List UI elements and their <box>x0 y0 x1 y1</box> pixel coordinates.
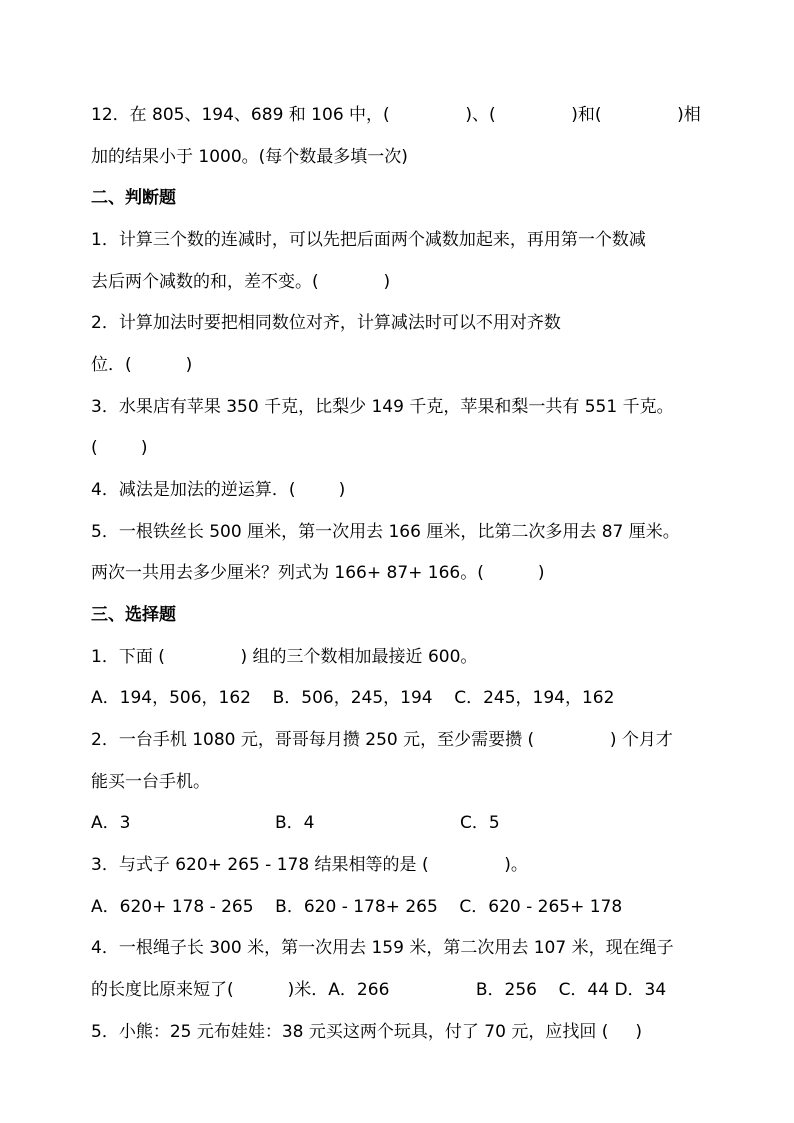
question-12-line-2: 加的结果小于 1000。(每个数最多填一次) <box>91 147 408 167</box>
choice-1-options: A．194，506，162 B．506，245，194 C．245，194，162 <box>91 688 615 708</box>
choice-2-option-a: A．3 <box>91 813 131 833</box>
choice-2-line-2: 能买一台手机。 <box>91 772 210 792</box>
choice-4-line-1: 4．一根绳子长 300 米，第一次用去 159 米，第二次用去 107 米，现在绳子 <box>91 938 674 958</box>
choice-2-option-b: B．4 <box>275 813 315 833</box>
choice-2-option-c: C．5 <box>460 813 500 833</box>
judge-5-line-2: 两次一共用去多少厘米？列式为 166+ 87+ 166。( ) <box>91 563 545 583</box>
judge-3-line-2: ( ) <box>91 438 148 458</box>
section-2-heading: 二、判断题 <box>91 188 176 208</box>
judge-3-line-1: 3．水果店有苹果 350 千克，比梨少 149 千克，苹果和梨一共有 551 千克。 <box>91 397 674 417</box>
judge-5-line-1: 5．一根铁丝长 500 厘米，第一次用去 166 厘米，比第二次多用去 87 厘米。 <box>91 522 680 542</box>
section-3-heading: 三、选择题 <box>91 605 176 625</box>
judge-2-line-1: 2．计算加法时要把相同数位对齐，计算减法时可以不用对齐数 <box>91 313 561 333</box>
choice-3-line: 3．与式子 620+ 265 - 178 结果相等的是 ( )。 <box>91 855 528 875</box>
judge-1-line-1: 1．计算三个数的连减时，可以先把后面两个减数加起来，再用第一个数减 <box>91 230 646 250</box>
judge-1-line-2: 去后两个减数的和，差不变。( ) <box>91 272 391 292</box>
choice-4-line-2: 的长度比原来短了( )米．A．266 B．256 C．44 D．34 <box>91 980 667 1000</box>
choice-2-line-1: 2．一台手机 1080 元，哥哥每月攒 250 元，至少需要攒 ( ) 个月才 <box>91 730 673 750</box>
choice-1-line: 1．下面 ( ) 组的三个数相加最接近 600。 <box>91 647 478 667</box>
choice-3-options: A．620+ 178 - 265 B．620 - 178+ 265 C．620 - 265+ 178 <box>91 897 623 917</box>
question-12-line-1: 12．在 805、194、689 和 106 中，( )、( )和( )相 <box>91 105 701 125</box>
judge-4-line: 4．减法是加法的逆运算．( ) <box>91 480 346 500</box>
choice-5-line: 5．小熊：25 元布娃娃：38 元买这两个玩具，付了 70 元，应找回 ( ) <box>91 1022 643 1042</box>
judge-2-line-2: 位．( ) <box>91 355 193 375</box>
